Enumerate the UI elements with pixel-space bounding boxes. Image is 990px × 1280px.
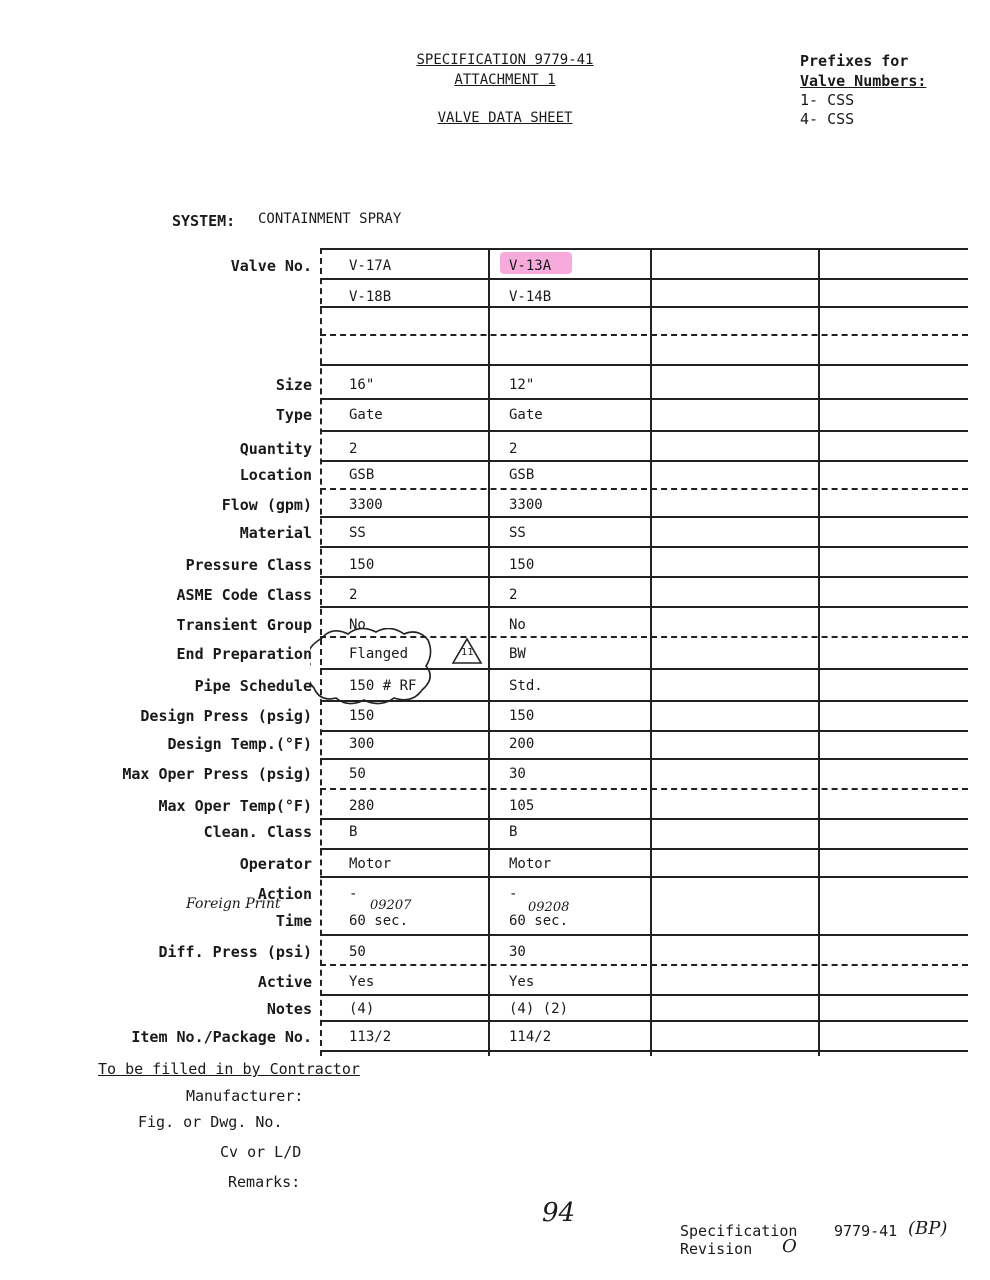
prefix-title-1: Prefixes for <box>800 52 909 70</box>
row-value-col1: 300 <box>349 736 375 752</box>
row-value-col2: Yes <box>509 974 535 990</box>
row-label: Size <box>275 376 312 394</box>
row-value-col2: 105 <box>509 798 535 814</box>
row-label: Pipe Schedule <box>194 677 312 695</box>
row-value-col1: No <box>349 617 366 633</box>
table-grid-line <box>320 546 968 548</box>
contractor-title: To be filled in by Contractor <box>98 1060 360 1078</box>
prefix-2: 4- CSS <box>800 110 855 128</box>
row-value-col1: - <box>349 886 358 902</box>
attachment-label: ATTACHMENT 1 <box>454 72 556 88</box>
row-value-col1: SS <box>349 525 366 541</box>
row-value-col1: 50 <box>349 944 366 960</box>
footer-spec-label: Specification <box>680 1222 798 1240</box>
row-value-col2: Std. <box>509 678 543 694</box>
row-value-col2: SS <box>509 525 526 541</box>
row-value-col2: 2 <box>509 587 518 603</box>
row-value-col1: V-18B <box>349 289 392 305</box>
foreign-print-note: Foreign Print <box>186 896 281 912</box>
row-value-col2: 60 sec. <box>509 913 569 929</box>
row-value-col2: - <box>509 886 518 902</box>
row-label: Type <box>275 406 312 424</box>
row-value-col1: 16" <box>349 377 375 393</box>
row-value-col1: 2 <box>349 441 358 457</box>
footer-revision-label: Revision <box>680 1240 753 1258</box>
page-number: 94 <box>542 1198 576 1228</box>
row-label: Material <box>239 524 312 542</box>
table-grid-line <box>320 1020 968 1022</box>
row-value-col2: 30 <box>509 944 526 960</box>
row-label: Diff. Press (psi) <box>158 943 312 961</box>
row-value-col2: (4) (2) <box>509 1001 569 1017</box>
table-grid-line <box>320 398 968 400</box>
row-value-col1: 150 <box>349 708 375 724</box>
row-label: Active <box>257 973 312 991</box>
table-grid-line <box>320 964 968 966</box>
row-value-col1: 3300 <box>349 497 383 513</box>
row-label: End Preparation <box>176 645 312 663</box>
row-value-col1: V-17A <box>349 258 392 274</box>
table-grid-line <box>320 1050 968 1052</box>
table-grid-line <box>320 730 968 732</box>
foreign-print-col1: 09207 <box>370 898 412 913</box>
table-grid-line <box>320 306 968 308</box>
row-value-col2: 30 <box>509 766 526 782</box>
table-grid-line <box>320 576 968 578</box>
row-label: Action <box>257 885 312 903</box>
row-label: Quantity <box>239 440 312 458</box>
row-label: Time <box>275 912 312 930</box>
footer-spec-suffix: (BP) <box>908 1218 948 1239</box>
row-label: Clean. Class <box>203 823 312 841</box>
row-label: Flow (gpm) <box>221 496 312 514</box>
table-grid-line <box>320 488 968 490</box>
row-value-col1: 60 sec. <box>349 913 409 929</box>
table-grid-line <box>320 606 968 608</box>
row-value-col1: Yes <box>349 974 375 990</box>
footer-spec-number: 9779-41 <box>834 1222 898 1240</box>
row-label: Max Oper Press (psig) <box>122 765 312 783</box>
row-value-col1: 50 <box>349 766 366 782</box>
row-value-col1: 280 <box>349 798 375 814</box>
row-label: Pressure Class <box>185 556 312 574</box>
row-value-col2: GSB <box>509 467 535 483</box>
row-label: Transient Group <box>176 616 312 634</box>
row-value-col2: 12" <box>509 377 535 393</box>
row-label: Item No./Package No. <box>131 1028 312 1046</box>
row-value-col1: Gate <box>349 407 383 423</box>
prefix-1: 1- CSS <box>800 91 855 109</box>
row-value-col2: 2 <box>509 441 518 457</box>
row-label: Notes <box>266 1000 312 1018</box>
row-label: ASME Code Class <box>176 586 312 604</box>
table-grid-line <box>320 516 968 518</box>
row-label: Design Press (psig) <box>140 707 312 725</box>
row-value-col2: B <box>509 824 518 840</box>
row-label: Location <box>239 466 312 484</box>
revision-mark-number: 11 <box>461 647 474 658</box>
row-value-col2: V-13A <box>509 258 552 274</box>
table-grid-line <box>320 364 968 366</box>
table-column-line <box>650 248 652 1056</box>
table-grid-line <box>320 788 968 790</box>
system-label: SYSTEM: <box>172 212 236 230</box>
sheet-title: VALVE DATA SHEET <box>437 110 573 126</box>
table-column-line <box>818 248 820 1056</box>
prefix-title-2: Valve Numbers: <box>800 72 927 90</box>
row-value-col2: No <box>509 617 526 633</box>
table-grid-line <box>320 460 968 462</box>
row-value-col2: BW <box>509 646 526 662</box>
row-label: Operator <box>239 855 312 873</box>
manufacturer-label: Manufacturer: <box>186 1087 304 1105</box>
remarks-label: Remarks: <box>228 1173 301 1191</box>
row-value-col1: 2 <box>349 587 358 603</box>
table-grid-line <box>320 248 968 250</box>
row-value-col2: 150 <box>509 557 535 573</box>
row-value-col2: 3300 <box>509 497 543 513</box>
table-grid-line <box>320 818 968 820</box>
table-grid-line <box>320 334 968 336</box>
row-value-col2: 114/2 <box>509 1029 552 1045</box>
row-label: Valve No. <box>230 257 312 275</box>
table-grid-line <box>320 430 968 432</box>
row-value-col1: GSB <box>349 467 375 483</box>
table-grid-line <box>320 934 968 936</box>
table-grid-line <box>320 848 968 850</box>
row-value-col1: Flanged <box>349 646 409 662</box>
footer-revision-value: O <box>782 1236 797 1257</box>
row-label: Max Oper Temp(°F) <box>158 797 312 815</box>
row-value-col1: Motor <box>349 856 392 872</box>
row-value-col1: 150 # RF <box>349 678 417 694</box>
row-value-col1: (4) <box>349 1001 375 1017</box>
system-value: CONTAINMENT SPRAY <box>258 211 402 227</box>
table-grid-line <box>320 876 968 878</box>
spec-title: SPECIFICATION 9779-41 <box>416 52 594 68</box>
row-value-col2: Motor <box>509 856 552 872</box>
row-value-col1: 113/2 <box>349 1029 392 1045</box>
row-value-col1: B <box>349 824 358 840</box>
row-label: Design Temp.(°F) <box>167 735 312 753</box>
table-grid-line <box>320 758 968 760</box>
row-value-col2: V-14B <box>509 289 552 305</box>
table-grid-line <box>320 994 968 996</box>
row-value-col2: 150 <box>509 708 535 724</box>
row-value-col2: 200 <box>509 736 535 752</box>
foreign-print-col2: 09208 <box>528 900 570 915</box>
row-value-col2: Gate <box>509 407 543 423</box>
row-value-col1: 150 <box>349 557 375 573</box>
table-grid-line <box>320 278 968 280</box>
cv-label: Cv or L/D <box>220 1143 302 1161</box>
fig-dwg-label: Fig. or Dwg. No. <box>138 1113 283 1131</box>
